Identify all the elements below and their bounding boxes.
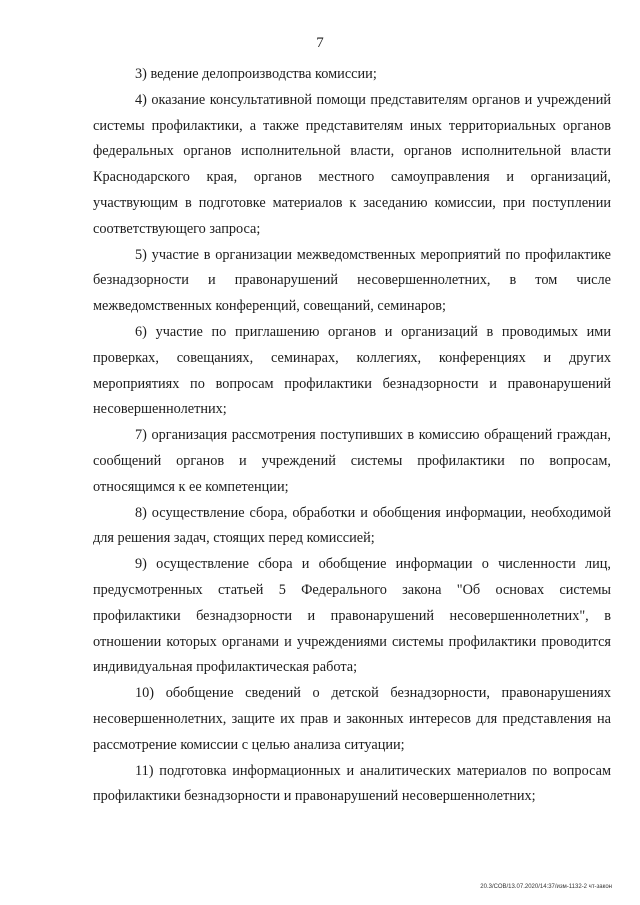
list-item-8: 8) осуществление сбора, обработки и обобщения информации, необходимой для решения задач, стоящих перед комиссией; (93, 504, 611, 547)
list-item-6: 6) участие по приглашению органов и организаций в проводимых ими проверках, совещаниях, семинарах, коллегиях, конференциях и других мероприятиях по вопросам профилактики безнадзорности и правонарушений несовершеннолетних; (93, 323, 611, 418)
list-item-9: 9) осуществление сбора и обобщение информации о численности лиц, предусмотренных статьей 5 Федерального закона "Об основах системы профилактики безнадзорности и правонарушений несовершеннолетних", в отношении которых органами и учреждениями системы профилактики проводится индивидуальная профилактическая работа; (93, 556, 611, 676)
list-item-10: 10) обобщение сведений о детской безнадзорности, правонарушениях несовершеннолетних, защите их прав и законных интересов для представления на рассмотрение комиссии с целью анализа ситуации; (93, 685, 611, 753)
list-item-5: 5) участие в организации межведомственных мероприятий по профилактике безнадзорности и правонарушений несовершеннолетних, в том числе межведомственных конференций, совещаний, семинаров; (93, 246, 611, 315)
document-body (93, 62, 611, 810)
list-item-3: 3) ведение делопроизводства комиссии; (135, 66, 377, 82)
footer-document-code: 20.3/СОВ/13.07.2020/14:37/изм-1132-2 чт-закон (480, 884, 612, 890)
list-item-7: 7) организация рассмотрения поступивших в комиссию обращений граждан, сообщений органов и учреждений системы профилактики по вопросам, относящимся к ее компетенции; (93, 427, 611, 495)
list-item-4: 4) оказание консультативной помощи представителям органов и учреждений системы профилактики, а также представителям иных территориальных органов федеральных органов исполнительной власти, органов исполнительной власти Краснодарского края, органов местного самоуправления и организаций, участвующим в подготовке материалов к заседанию комиссии, при поступлении соответствующего запроса; (93, 91, 611, 237)
list-item-11: 11) подготовка информационных и аналитических материалов по вопросам профилактики безнадзорности и правонарушений несовершеннолетних; (93, 762, 611, 805)
page-number: 7 (316, 35, 324, 51)
